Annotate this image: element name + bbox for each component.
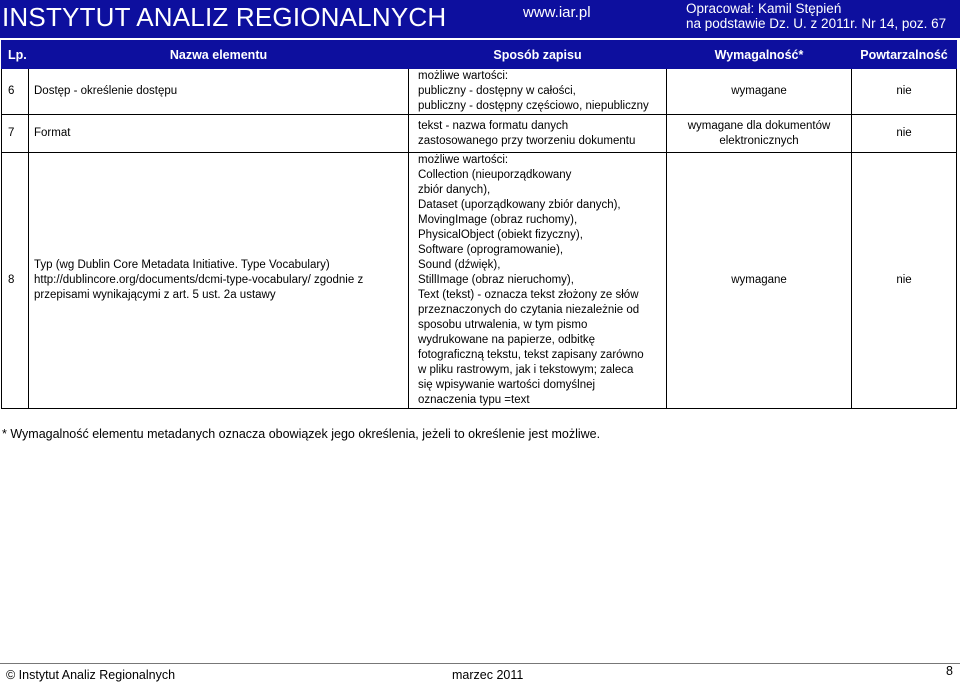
name-line: Format bbox=[34, 127, 71, 139]
row-name bbox=[29, 153, 409, 409]
author-line: Opracował: Kamil Stępień bbox=[686, 1, 842, 16]
recording-line: sposobu utrwalenia, w tym pismo bbox=[418, 319, 588, 331]
recording-line: możliwe wartości: bbox=[418, 70, 509, 82]
page-header bbox=[0, 0, 960, 38]
org-title: INSTYTUT ANALIZ REGIONALNYCH bbox=[2, 2, 447, 32]
page-number: 8 bbox=[946, 664, 953, 678]
row-recording bbox=[409, 153, 667, 409]
footer-copyright: © Instytut Analiz Regionalnych bbox=[6, 668, 176, 682]
footer-divider bbox=[0, 663, 960, 664]
recording-line: PhysicalObject (obiekt fizyczny), bbox=[418, 229, 583, 241]
name-line: przepisami wynikającymi z art. 5 ust. 2a ustawy bbox=[34, 289, 276, 301]
recording-line: MovingImage (obraz ruchomy), bbox=[418, 214, 578, 226]
name-line: Typ (wg Dublin Core Metadata Initiative. Type Vocabulary) bbox=[34, 259, 330, 271]
recording-line: możliwe wartości: bbox=[418, 154, 509, 166]
recording-line: tekst - nazwa formatu danych bbox=[418, 119, 569, 132]
recording-line: publiczny - dostępny w całości, bbox=[418, 85, 576, 97]
row-requirement bbox=[667, 153, 852, 409]
row-repeatability: nie bbox=[852, 153, 957, 409]
name-line: Dostęp - określenie dostępu bbox=[34, 85, 178, 97]
requirement-line: wymagane bbox=[731, 85, 787, 97]
source-line: na podstawie Dz. U. z 2011r. Nr 14, poz. 67 bbox=[686, 16, 947, 31]
recording-line: Sound (dźwięk), bbox=[418, 259, 501, 271]
recording-line: Software (oprogramowanie), bbox=[418, 244, 564, 256]
recording-line: oznaczenia typu =text bbox=[418, 394, 530, 406]
recording-line: StillImage (obraz nieruchomy), bbox=[418, 274, 574, 286]
row-recording bbox=[409, 69, 667, 115]
recording-line: Text (tekst) - oznacza tekst złożony ze słów bbox=[418, 289, 639, 301]
table-row bbox=[2, 153, 957, 409]
col-header-repeatability: Powtarzalność bbox=[852, 41, 957, 69]
recording-line: Collection (nieuporządkowany bbox=[418, 169, 572, 181]
recording-line: przeznaczonych do czytania niezależnie od bbox=[418, 304, 640, 316]
row-requirement bbox=[667, 69, 852, 115]
row-name bbox=[29, 115, 409, 153]
metadata-table bbox=[1, 40, 957, 409]
col-header-lp: Lp. bbox=[2, 41, 29, 69]
recording-line: zbiór danych), bbox=[418, 184, 491, 196]
row-lp: 6 bbox=[2, 69, 29, 115]
author-info bbox=[686, 1, 946, 31]
footer-date: marzec 2011 bbox=[452, 668, 524, 682]
recording-line: publiczny - dostępny częściowo, niepubliczny bbox=[418, 100, 649, 112]
table-row bbox=[2, 115, 957, 153]
requirement-line: wymagane bbox=[731, 274, 787, 286]
site-url: www.iar.pl bbox=[523, 4, 591, 21]
row-repeatability: nie bbox=[852, 69, 957, 115]
row-requirement bbox=[667, 115, 852, 153]
table-row bbox=[2, 69, 957, 115]
recording-line: Dataset (uporządkowany zbiór danych), bbox=[418, 199, 621, 211]
row-name bbox=[29, 69, 409, 115]
row-lp: 8 bbox=[2, 153, 29, 409]
col-header-name: Nazwa elementu bbox=[29, 41, 409, 69]
requirement-line: wymagane dla dokumentów bbox=[687, 119, 831, 132]
name-line: http://dublincore.org/documents/dcmi-type-vocabulary/ zgodnie z bbox=[34, 274, 364, 286]
table-header-row bbox=[2, 41, 957, 69]
requirement-line: elektronicznych bbox=[719, 134, 799, 147]
recording-line: fotograficzną tekstu, tekst zapisany zarówno bbox=[418, 349, 644, 361]
col-header-requirement: Wymagalność* bbox=[667, 41, 852, 69]
recording-line: w pliku rastrowym, jak i tekstowym; zaleca bbox=[418, 364, 634, 376]
row-repeatability: nie bbox=[852, 115, 957, 153]
col-header-recording: Sposób zapisu bbox=[409, 41, 667, 69]
recording-line: wydrukowane na papierze, odbitkę bbox=[418, 334, 596, 346]
recording-line: zastosowanego przy tworzeniu dokumentu bbox=[418, 134, 636, 147]
recording-line: się wpisywanie wartości domyślnej bbox=[418, 379, 596, 391]
requirement-footnote: * Wymagalność elementu metadanych oznacza obowiązek jego określenia, jeżeli to określenie jest możliwe. bbox=[2, 427, 601, 441]
row-lp: 7 bbox=[2, 115, 29, 153]
row-recording bbox=[409, 115, 667, 153]
